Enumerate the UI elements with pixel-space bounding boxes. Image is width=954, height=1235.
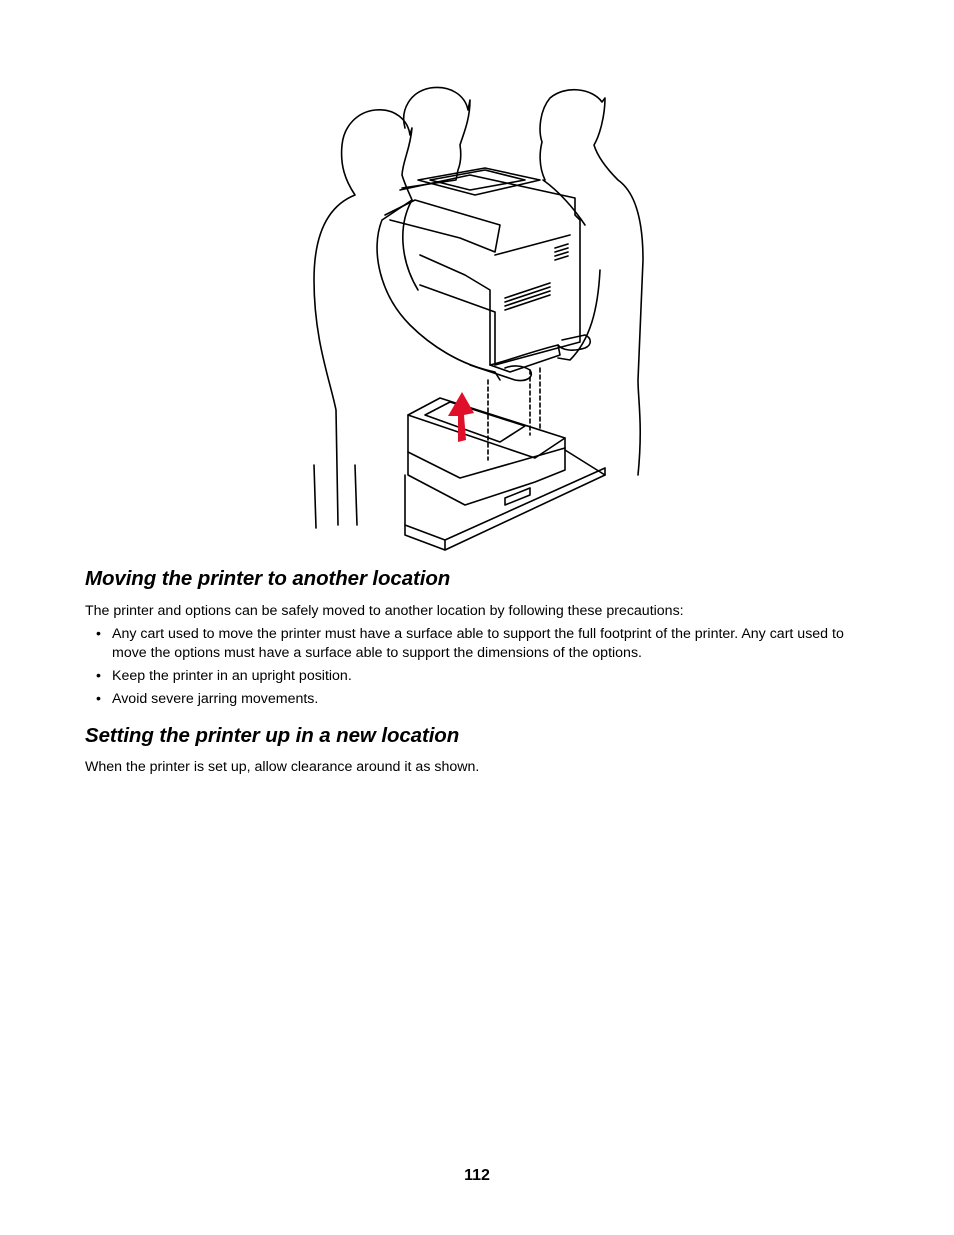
illustration-svg: [300, 80, 660, 555]
list-item: [85, 667, 875, 686]
left-hands: [470, 365, 531, 381]
bullet-icon: •: [96, 691, 101, 707]
list-item: [85, 625, 875, 663]
printer-lifting-illustration: [300, 80, 660, 555]
section-intro-setting: When the printer is set up, allow clearance around it as shown.: [85, 759, 480, 775]
drawer-top: [408, 398, 565, 458]
list-item: [85, 690, 875, 709]
drawer-inner: [425, 402, 525, 442]
lift-arrow-icon: [448, 392, 474, 442]
list-item-text: Any cart used to move the printer must have a surface able to support the full footprint of the printer. Any cart used to move the options must have a surface able to support the dimensions of the options.: [112, 626, 844, 661]
section-heading-setting: Setting the printer up in a new location: [85, 724, 460, 747]
section-heading-moving: Moving the printer to another location: [85, 567, 451, 590]
drawer-seam: [408, 448, 565, 478]
bullet-icon: •: [96, 626, 101, 642]
bullet-icon: •: [96, 668, 101, 684]
printer-vents: [505, 283, 550, 310]
list-item-text: Keep the printer in an upright position.: [112, 668, 352, 684]
page-number: 112: [464, 1167, 490, 1184]
drawer-front: [408, 415, 565, 505]
right-person-outline: [540, 90, 643, 475]
precautions-list: [85, 625, 875, 713]
list-item-text: Avoid severe jarring movements.: [112, 691, 319, 707]
floor-leg-left: [314, 465, 316, 528]
printer-panel: [385, 200, 500, 252]
left-person-inner-line: [355, 465, 357, 525]
platform-edge: [405, 468, 605, 550]
printer-front: [420, 255, 490, 365]
section-intro-moving: The printer and options can be safely moved to another location by following these precautions:: [85, 603, 684, 619]
left-person-arm: [403, 200, 418, 290]
printer-side-vents: [555, 244, 568, 260]
printer-front-panel: [495, 235, 570, 255]
